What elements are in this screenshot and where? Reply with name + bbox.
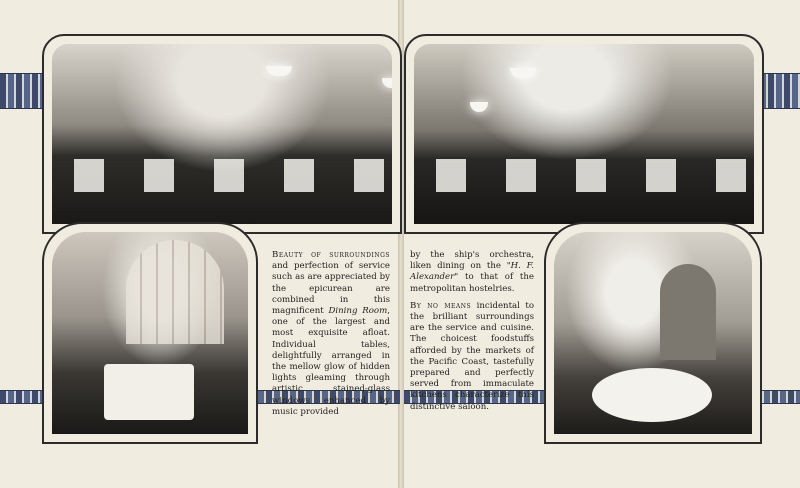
paragraph-text: incidental to the brilliant surroundings are the service and cuisine. The choicest foodstuffs afforded by the markets of the Pacific Coast, tastefully prepared and perfectly served from immaculate kitchens characterize this distinctive saloon. [410, 300, 534, 412]
photo-frame-top-right [404, 34, 764, 234]
dining-hall-photo-right [414, 44, 754, 224]
photo-frame-top-left [42, 34, 402, 234]
table-row [414, 159, 754, 191]
ship-name: "H. F. Alexander" [410, 261, 534, 283]
ceiling-lamp-icon [470, 102, 488, 112]
stained-glass-window [126, 240, 224, 344]
arched-doorway [660, 264, 716, 360]
diners-photo-right [554, 232, 752, 434]
dining-hall-photo-left [52, 44, 392, 224]
lead-phrase: By no means [410, 300, 472, 311]
ornament-band-top-left [0, 73, 48, 109]
description-text-right [410, 250, 534, 419]
paragraph-text: , one of the largest and most exquisite afloat. Individual tables, delightfully arranged in the mellow glow of hidden lights gleaming through artistic stained-glass windows enhanced by music provided [272, 306, 390, 417]
emphasis-text: Dining Room [328, 306, 388, 317]
paragraph-text: and perfection of service such as are appreciated by the epicurean are combined in this magnificent [272, 261, 390, 317]
dining-table [104, 364, 194, 420]
ceiling-lamp-icon [266, 66, 292, 76]
diners-photo-left [52, 232, 248, 434]
photo-frame-bottom-right [544, 222, 762, 444]
ornament-band-bottom-left-a [0, 390, 48, 404]
dining-table [592, 368, 712, 422]
ceiling-lamp-icon [382, 78, 392, 88]
table-row [52, 159, 392, 191]
ceiling-lamp-icon [510, 68, 536, 78]
paragraph-text: by the ship's orchestra, liken dining on the [410, 250, 534, 272]
description-text-left [272, 250, 390, 424]
photo-frame-bottom-left [42, 222, 258, 444]
lead-phrase: Beauty of surroundings [272, 250, 390, 260]
ornament-band-bottom-right-b [756, 390, 800, 404]
paragraph-text: to that of the metropolitan hostelries. [410, 272, 534, 294]
